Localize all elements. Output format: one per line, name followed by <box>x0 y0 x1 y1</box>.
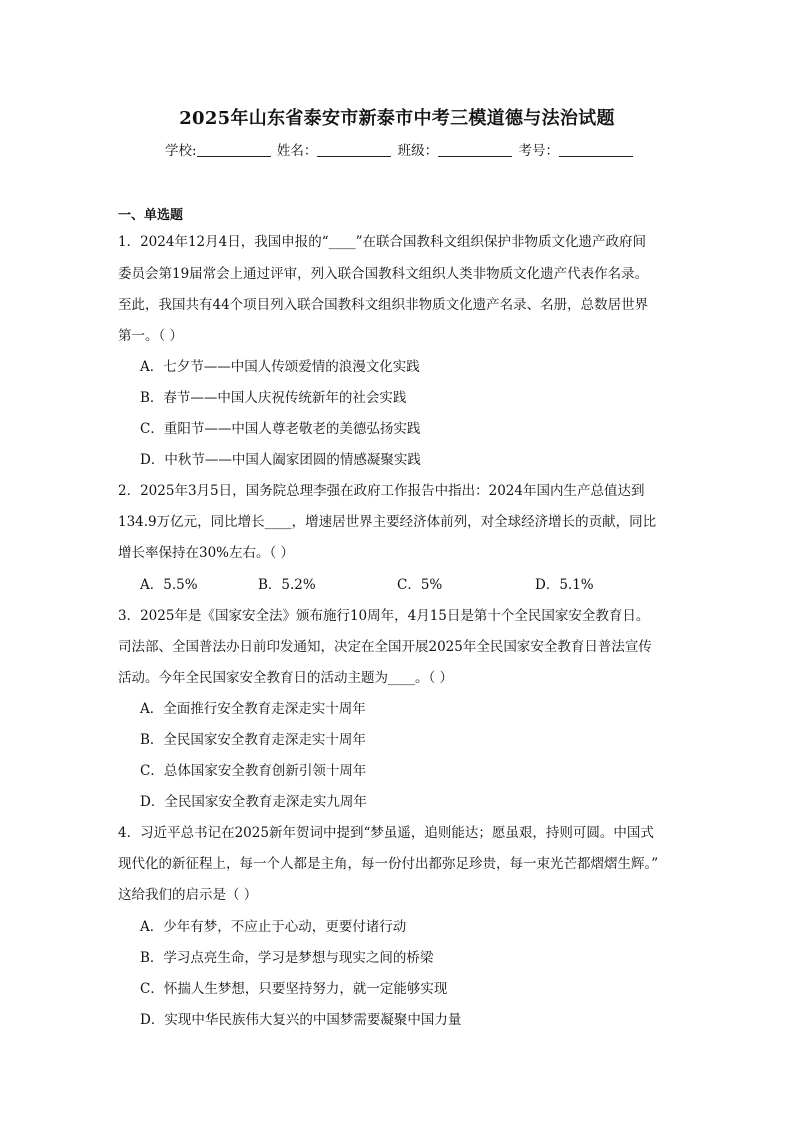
question-2-option-b: B．5.2% <box>258 577 316 593</box>
question-4-line: 现代化的新征程上，每一个人都是主角，每一份付出都弥足珍贵，每一束光芒都熠熠生辉。” <box>118 856 659 872</box>
question-4-line: 4．习近平总书记在2025新年贺词中提到“梦虽遥，追则能达；愿虽艰，持则可圆。中国式 <box>118 825 654 841</box>
question-3-option-d: D．全民国家安全教育走深走实九周年 <box>140 794 367 810</box>
question-4-option-a: A．少年有梦，不应止于心动，更要付诸行动 <box>140 919 407 935</box>
question-4-line: 这给我们的启示是（ ） <box>118 887 258 903</box>
question-3-option-b: B．全民国家安全教育走深走实十周年 <box>140 732 366 748</box>
exam-no-blank <box>559 142 633 157</box>
question-4-option-b: B．学习点亮生命，学习是梦想与现实之间的桥梁 <box>140 950 434 966</box>
question-1-option-a: A．七夕节——中国人传颂爱情的浪漫文化实践 <box>140 359 420 375</box>
name-blank <box>317 142 391 157</box>
question-2-option-c: C．5% <box>397 577 443 593</box>
question-3-option-c: C．总体国家安全教育创新引领十周年 <box>140 763 367 779</box>
name-label: 姓名： <box>276 143 318 159</box>
question-3-line: 活动。今年全民国家安全教育日的活动主题为____。（ ） <box>118 670 454 686</box>
school-label: 学校: <box>165 143 197 159</box>
question-3-line: 司法部、全国普法办日前印发通知，决定在全国开展2025年全民国家安全教育日普法宣传 <box>118 639 652 655</box>
question-2-option-d: D．5.1% <box>535 577 594 593</box>
question-2-option-a: A．5.5% <box>140 577 198 593</box>
question-4-option-d: D．实现中华民族伟大复兴的中国梦需要凝聚中国力量 <box>140 1012 462 1028</box>
exam-no-label: 考号： <box>518 143 559 159</box>
question-1-line: 第一。（ ） <box>118 328 184 344</box>
student-info-row <box>165 139 635 159</box>
section-heading: 一、单选题 <box>118 208 184 223</box>
question-2-line: 2．2025年3月5日，国务院总理李强在政府工作报告中指出：2024年国内生产总值达到 <box>118 483 645 499</box>
question-3-option-a: A．全面推行安全教育走深走实十周年 <box>140 701 366 717</box>
class-label: 班级： <box>397 143 439 159</box>
question-1-line: 委员会第19届常会上通过评审，列入联合国教科文组织人类非物质文化遗产代表作名录。 <box>118 266 649 282</box>
question-1-option-b: B．春节——中国人庆祝传统新年的社会实践 <box>140 390 407 406</box>
school-blank <box>197 142 271 157</box>
question-1-option-c: C．重阳节——中国人尊老敬老的美德弘扬实践 <box>140 421 421 437</box>
question-2-line: 增长率保持在30%左右。（ ） <box>118 545 295 561</box>
question-4-option-c: C．怀揣人生梦想，只要坚持努力，就一定能够实现 <box>140 981 448 997</box>
question-1-option-d: D．中秋节——中国人阖家团圆的情感凝聚实践 <box>140 452 421 468</box>
question-2-line: 134.9万亿元，同比增长____，增速居世界主要经济体前列，对全球经济增长的贡献，同比 <box>118 514 657 530</box>
page-title: 2025年山东省泰安市新泰市中考三模道德与法治试题 <box>179 108 615 129</box>
question-1-line: 至此，我国共有44个项目列入联合国教科文组织非物质文化遗产名录、名册，总数居世界 <box>118 297 649 313</box>
class-blank <box>438 142 512 157</box>
question-3-line: 3．2025年是《国家安全法》颁布施行10周年，4月15日是第十个全民国家安全教育日。 <box>118 608 650 624</box>
question-1-line: 1．2024年12月4日，我国申报的“____”在联合国教科文组织保护非物质文化遗产政府间 <box>118 234 647 250</box>
